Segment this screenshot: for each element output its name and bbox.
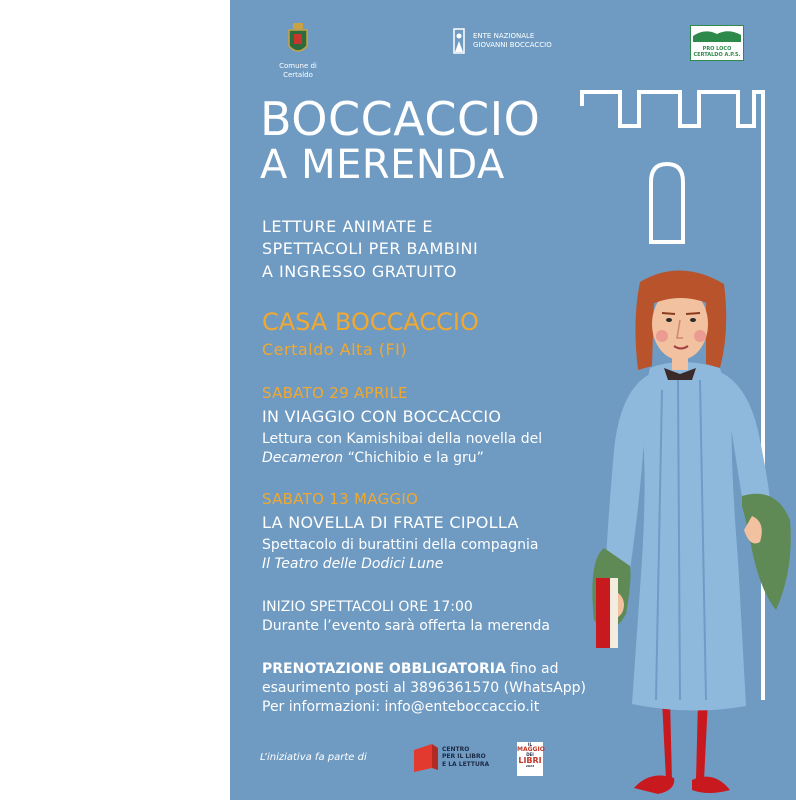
event-2-description — [262, 536, 592, 574]
subtitle-line-3: A INGRESSO GRATUITO — [262, 261, 457, 281]
maggio-line-2: MAGGIO — [517, 746, 545, 753]
venue-name: CASA BOCCACCIO — [262, 308, 479, 336]
ente-line-1: ENTE NAZIONALE — [473, 32, 535, 41]
ente-logo — [450, 28, 600, 54]
maggio-line-4: LIBRI — [518, 756, 542, 765]
event-1-desc-italic: Decameron — [262, 449, 344, 466]
event-1-description — [262, 430, 592, 468]
event-1-desc-rest: “Chichibio e la gru” — [343, 449, 484, 466]
venue-place: Certaldo Alta (FI) — [262, 340, 408, 359]
comune-logo — [266, 22, 330, 80]
proloco-line-1: PRO LOCO — [702, 46, 732, 52]
proloco-line-2: CERTALDO A.P.S. — [693, 52, 741, 58]
cll-line-3: E LA LETTURA — [442, 760, 490, 768]
snack-note: Durante l’evento sarà offerta la merenda — [262, 618, 550, 634]
event-2-desc-line-1: Spettacolo di burattini della compagnia — [262, 537, 539, 553]
maggio-line-1: IL — [527, 742, 533, 747]
booking-rest: fino ad — [505, 661, 559, 677]
event-1-date: SABATO 29 APRILE — [262, 384, 408, 402]
maggio-libri-logo — [517, 742, 543, 776]
start-time: INIZIO SPETTACOLI ORE 17:00 — [262, 599, 473, 615]
cll-logo — [412, 742, 489, 772]
cll-line-1: CENTRO — [442, 746, 470, 754]
subtitle-line-2: SPETTACOLI PER BAMBINI — [262, 239, 479, 259]
crest-icon — [287, 22, 309, 58]
booking-required: PRENOTAZIONE OBBLIGATORIA — [262, 661, 506, 677]
comune-label: Comune di Certaldo — [279, 62, 317, 79]
event-2-date: SABATO 13 MAGGIO — [262, 490, 419, 508]
tower-window — [651, 164, 683, 242]
proloco-logo — [690, 25, 744, 61]
event-poster — [230, 0, 796, 800]
subtitle — [262, 216, 478, 283]
booking-phone: esaurimento posti al 3896361570 (WhatsApp) — [262, 679, 587, 696]
subtitle-line-1: LETTURE ANIMATE E — [262, 217, 434, 236]
book-logo-icon — [412, 742, 438, 772]
hills-icon — [693, 26, 741, 42]
initiative-label: L’iniziativa fa parte di — [260, 752, 367, 763]
event-2-title: LA NOVELLA DI FRATE CIPOLLA — [262, 513, 519, 532]
contact-email: Per informazioni: info@enteboccaccio.it — [262, 698, 540, 715]
title-line-2: A MERENDA — [260, 142, 505, 188]
cll-line-2: PER IL LIBRO — [442, 753, 486, 761]
boccaccio-emblem-icon — [450, 28, 468, 54]
ente-line-2: GIOVANNI BOCCACCIO — [473, 41, 552, 49]
title-line-1: BOCCACCIO — [260, 92, 541, 146]
event-2-desc-italic: Il Teatro delle Dodici Lune — [262, 555, 444, 572]
event-1-title: IN VIAGGIO CON BOCCACCIO — [262, 407, 502, 426]
boccaccio-figure — [580, 260, 796, 800]
booking-info — [262, 660, 592, 717]
maggio-year: 2023 — [525, 764, 535, 768]
event-1-desc-line-1: Lettura con Kamishibai della novella del — [262, 431, 543, 447]
maggio-line-3: DEI — [526, 752, 534, 757]
